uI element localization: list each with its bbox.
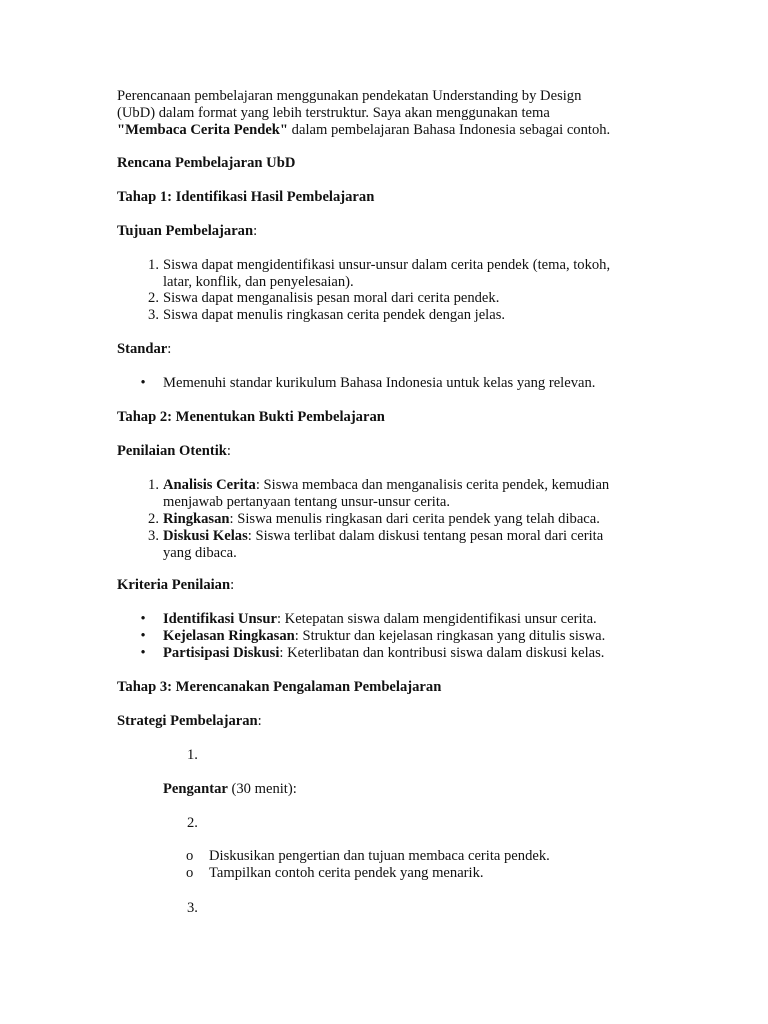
- goal-text: Siswa dapat menganalisis pesan moral dari cerita pendek.: [163, 290, 500, 306]
- circle-bullet-icon: o: [186, 848, 194, 864]
- goals-label-line: [117, 223, 647, 240]
- intro-paragraph: [117, 88, 647, 139]
- list-item: [148, 290, 647, 307]
- step-number: 3.: [187, 900, 198, 916]
- assessment-text: : Siswa terlibat dalam diskusi tentang pesan moral dari cerita: [247, 528, 604, 544]
- assessment-label-line: [117, 443, 647, 460]
- list-item: [148, 511, 647, 528]
- list-number: 1.: [148, 477, 159, 493]
- sub-item-text: Tampilkan contoh cerita pendek yang menarik.: [209, 865, 484, 881]
- goal-text-cont: latar, konflik, dan penyelesaian).: [163, 274, 354, 290]
- criteria-term: Partisipasi Diskusi: [163, 645, 280, 661]
- sub-list-item: [186, 865, 647, 882]
- plan-title: Rencana Pembelajaran UbD: [117, 155, 296, 171]
- criteria-label-line: [117, 577, 647, 594]
- goal-text: Siswa dapat mengidentifikasi unsur-unsur dalam cerita pendek (tema, tokoh,: [163, 257, 611, 273]
- bullet-icon: •: [140, 375, 146, 391]
- goal-text: Siswa dapat menulis ringkasan cerita pendek dengan jelas.: [163, 307, 506, 323]
- intro-line-3: dalam pembelajaran Bahasa Indonesia sebagai contoh.: [288, 122, 611, 138]
- list-item: [148, 307, 647, 324]
- list-number: 3.: [148, 528, 159, 544]
- bullet-icon: •: [140, 628, 146, 644]
- list-item: [148, 257, 647, 291]
- circle-bullet-icon: o: [186, 865, 194, 881]
- bullet-icon: •: [140, 645, 146, 661]
- criteria-text: : Struktur dan kejelasan ringkasan yang ditulis siswa.: [294, 628, 606, 644]
- standard-text: Memenuhi standar kurikulum Bahasa Indonesia untuk kelas yang relevan.: [163, 375, 596, 391]
- assessment-term: Analisis Cerita: [163, 477, 256, 493]
- colon: :: [253, 223, 258, 239]
- colon: :: [230, 577, 235, 593]
- bullet-icon: •: [140, 611, 146, 627]
- list-item: [140, 645, 647, 662]
- assessment-text: : Siswa menulis ringkasan dari cerita pendek yang telah dibaca.: [229, 511, 600, 527]
- assessment-text: : Siswa membaca dan menganalisis cerita pendek, kemudian: [255, 477, 610, 493]
- list-item: [140, 611, 647, 628]
- stage1-heading: Tahap 1: Identifikasi Hasil Pembelajaran: [117, 189, 375, 205]
- intro-step-text: (30 menit):: [227, 781, 297, 797]
- list-item: [140, 375, 647, 392]
- intro-step-term: Pengantar: [163, 781, 228, 797]
- criteria-text: : Keterlibatan dan kontribusi siswa dalam diskusi kelas.: [279, 645, 605, 661]
- step-number: 1.: [187, 747, 198, 763]
- stage2-heading: Tahap 2: Menentukan Bukti Pembelajaran: [117, 409, 385, 425]
- list-item: [140, 628, 647, 645]
- assessment-term: Diskusi Kelas: [163, 528, 248, 544]
- criteria-term: Kejelasan Ringkasan: [163, 628, 295, 644]
- list-number: 3.: [148, 307, 159, 323]
- sub-item-text: Diskusikan pengertian dan tujuan membaca cerita pendek.: [209, 848, 550, 864]
- assessment-label: Penilaian Otentik: [117, 443, 227, 459]
- standard-label: Standar: [117, 341, 168, 357]
- stage3-heading: Tahap 3: Merencanakan Pengalaman Pembelajaran: [117, 679, 442, 695]
- intro-theme: "Membaca Cerita Pendek": [117, 122, 289, 138]
- colon: :: [226, 443, 231, 459]
- step-number: 2.: [187, 815, 198, 831]
- criteria-term: Identifikasi Unsur: [163, 611, 277, 627]
- intro-line-2: (UbD) dalam format yang lebih terstruktur. Saya akan menggunakan tema: [117, 105, 550, 121]
- list-item: [148, 528, 647, 562]
- list-number: 1.: [148, 257, 159, 273]
- intro-step-line: [163, 781, 647, 798]
- criteria-label: Kriteria Penilaian: [117, 577, 231, 593]
- criteria-text: : Ketepatan siswa dalam mengidentifikasi unsur cerita.: [276, 611, 597, 627]
- strategy-label: Strategi Pembelajaran: [117, 713, 258, 729]
- intro-line-1: Perencanaan pembelajaran menggunakan pendekatan Understanding by Design: [117, 88, 582, 104]
- list-number: 2.: [148, 511, 159, 527]
- list-item: [148, 477, 647, 511]
- goals-label: Tujuan Pembelajaran: [117, 223, 254, 239]
- colon: :: [167, 341, 172, 357]
- list-number: 2.: [148, 290, 159, 306]
- assessment-text-cont: yang dibaca.: [163, 545, 237, 561]
- standard-label-line: [117, 341, 647, 358]
- assessment-text-cont: menjawab pertanyaan tentang unsur-unsur cerita.: [163, 494, 451, 510]
- strategy-label-line: [117, 713, 647, 730]
- assessment-term: Ringkasan: [163, 511, 230, 527]
- colon: :: [257, 713, 262, 729]
- sub-list-item: [186, 848, 647, 865]
